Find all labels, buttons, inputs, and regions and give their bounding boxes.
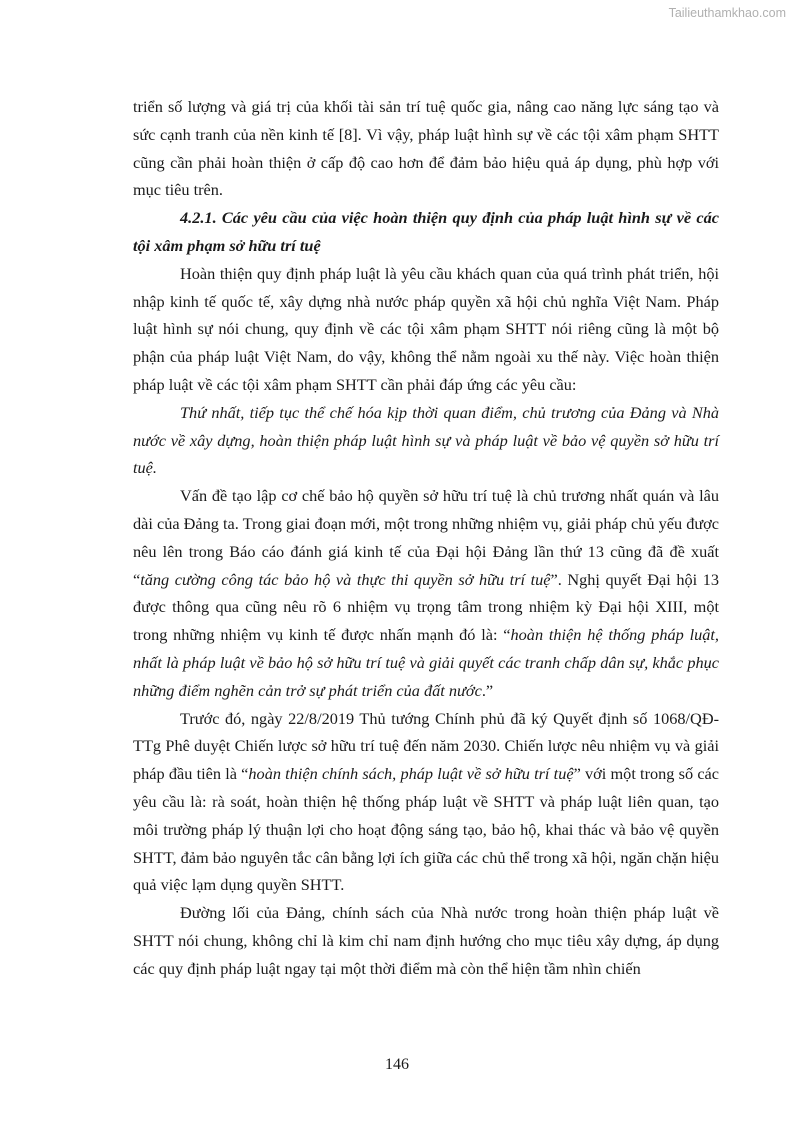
page-number: 146 <box>385 1056 409 1073</box>
watermark: Tailieuthamkhao.com <box>668 6 786 20</box>
quoted-italic: tăng cường công tác bảo hộ và thực thi quyền sở hữu trí tuệ <box>140 569 551 589</box>
paragraph: Đường lối của Đảng, chính sách của Nhà nước trong hoàn thiện pháp luật về SHTT nói chung, không chỉ là kim chỉ nam định hướng cho mục tiêu xây dựng, áp dụng các quy định pháp luật ngay tại một thời điểm mà còn thể hiện tầm nhìn chiến <box>133 903 719 978</box>
section-heading: 4.2.1. Các yêu cầu của việc hoàn thiện quy định của pháp luật hình sự về các tội xâm phạm sở hữu trí tuệ <box>133 208 719 255</box>
text-span: ”. Nghị quyết Đại hội 13 được thông qua cũng nêu rõ 6 nhiệm vụ trọng tâm trong nhiệm kỳ Đại hội XIII, một trong những nhiệm vụ kinh tế được nhấn mạnh đó là: “ <box>133 569 719 645</box>
paragraph <box>133 705 719 900</box>
text-span: Trước đó, ngày 22/8/2019 Thủ tướng Chính phủ đã ký Quyết định số 1068/QĐ-TTg Phê duyệt Chiến lược sở hữu trí tuệ đến năm 2030. Chiến lược nêu nhiệm vụ và giải pháp đầu tiên là “ <box>133 708 719 784</box>
paragraph-continuation: triển số lượng và giá trị của khối tài sản trí tuệ quốc gia, nâng cao năng lực sáng tạo và sức cạnh tranh của nền kinh tế [8]. Vì vậy, pháp luật hình sự về các tội xâm phạm SHTT cũng cần phải hoàn thiện ở cấp độ cao hơn để đảm bảo hiệu quả áp dụng, phù hợp với mục tiêu trên. <box>133 97 719 200</box>
quoted-italic: hoàn thiện hệ thống pháp luật, nhất là pháp luật về bảo hộ sở hữu trí tuệ và giải quyết các tranh chấp dân sự, khắc phục những điểm nghẽn cản trở sự phát triển của đất nước <box>133 625 719 700</box>
paragraph: Hoàn thiện quy định pháp luật là yêu cầu khách quan của quá trình phát triển, hội nhập kinh tế quốc tế, xây dựng nhà nước pháp quyền xã hội chủ nghĩa Việt Nam. Pháp luật hình sự nói chung, quy định về các tội xâm phạm SHTT nói riêng cũng là một bộ phận của pháp luật Việt Nam, do vậy, không thể nằm ngoài xu thế này. Việc hoàn thiện pháp luật về các tội xâm phạm SHTT cần phải đáp ứng các yêu cầu: <box>133 263 719 394</box>
page-content <box>133 93 719 983</box>
quoted-italic: hoàn thiện chính sách, pháp luật về sở hữu trí tuệ <box>248 764 574 784</box>
text-span: Vấn đề tạo lập cơ chế bảo hộ quyền sở hữu trí tuệ là chủ trương nhất quán và lâu dài của Đảng ta. Trong giai đoạn mới, một trong những nhiệm vụ, giải pháp chủ yếu được nêu lên trong Báo cáo đánh giá kinh tế của Đại hội Đảng lần thứ 13 cũng đã đề xuất “ <box>133 486 719 589</box>
italic-requirement-paragraph: Thứ nhất, tiếp tục thể chế hóa kịp thời quan điểm, chủ trương của Đảng và Nhà nước về xây dựng, hoàn thiện pháp luật hình sự và pháp luật về bảo vệ quyền sở hữu trí tuệ. <box>133 402 719 478</box>
paragraph <box>133 482 719 704</box>
text-span: ” với một trong số các yêu cầu là: rà soát, hoàn thiện hệ thống pháp luật về SHTT và pháp luật liên quan, tạo môi trường pháp lý thuận lợi cho hoạt động sáng tạo, bảo hộ, khai thác và bảo vệ quyền SHTT, đảm bảo nguyên tắc cân bằng lợi ích giữa các chủ thể trong xã hội, ngăn chặn hiệu quả việc lạm dụng quyền SHTT. <box>133 764 720 895</box>
text-span: .” <box>481 680 494 700</box>
